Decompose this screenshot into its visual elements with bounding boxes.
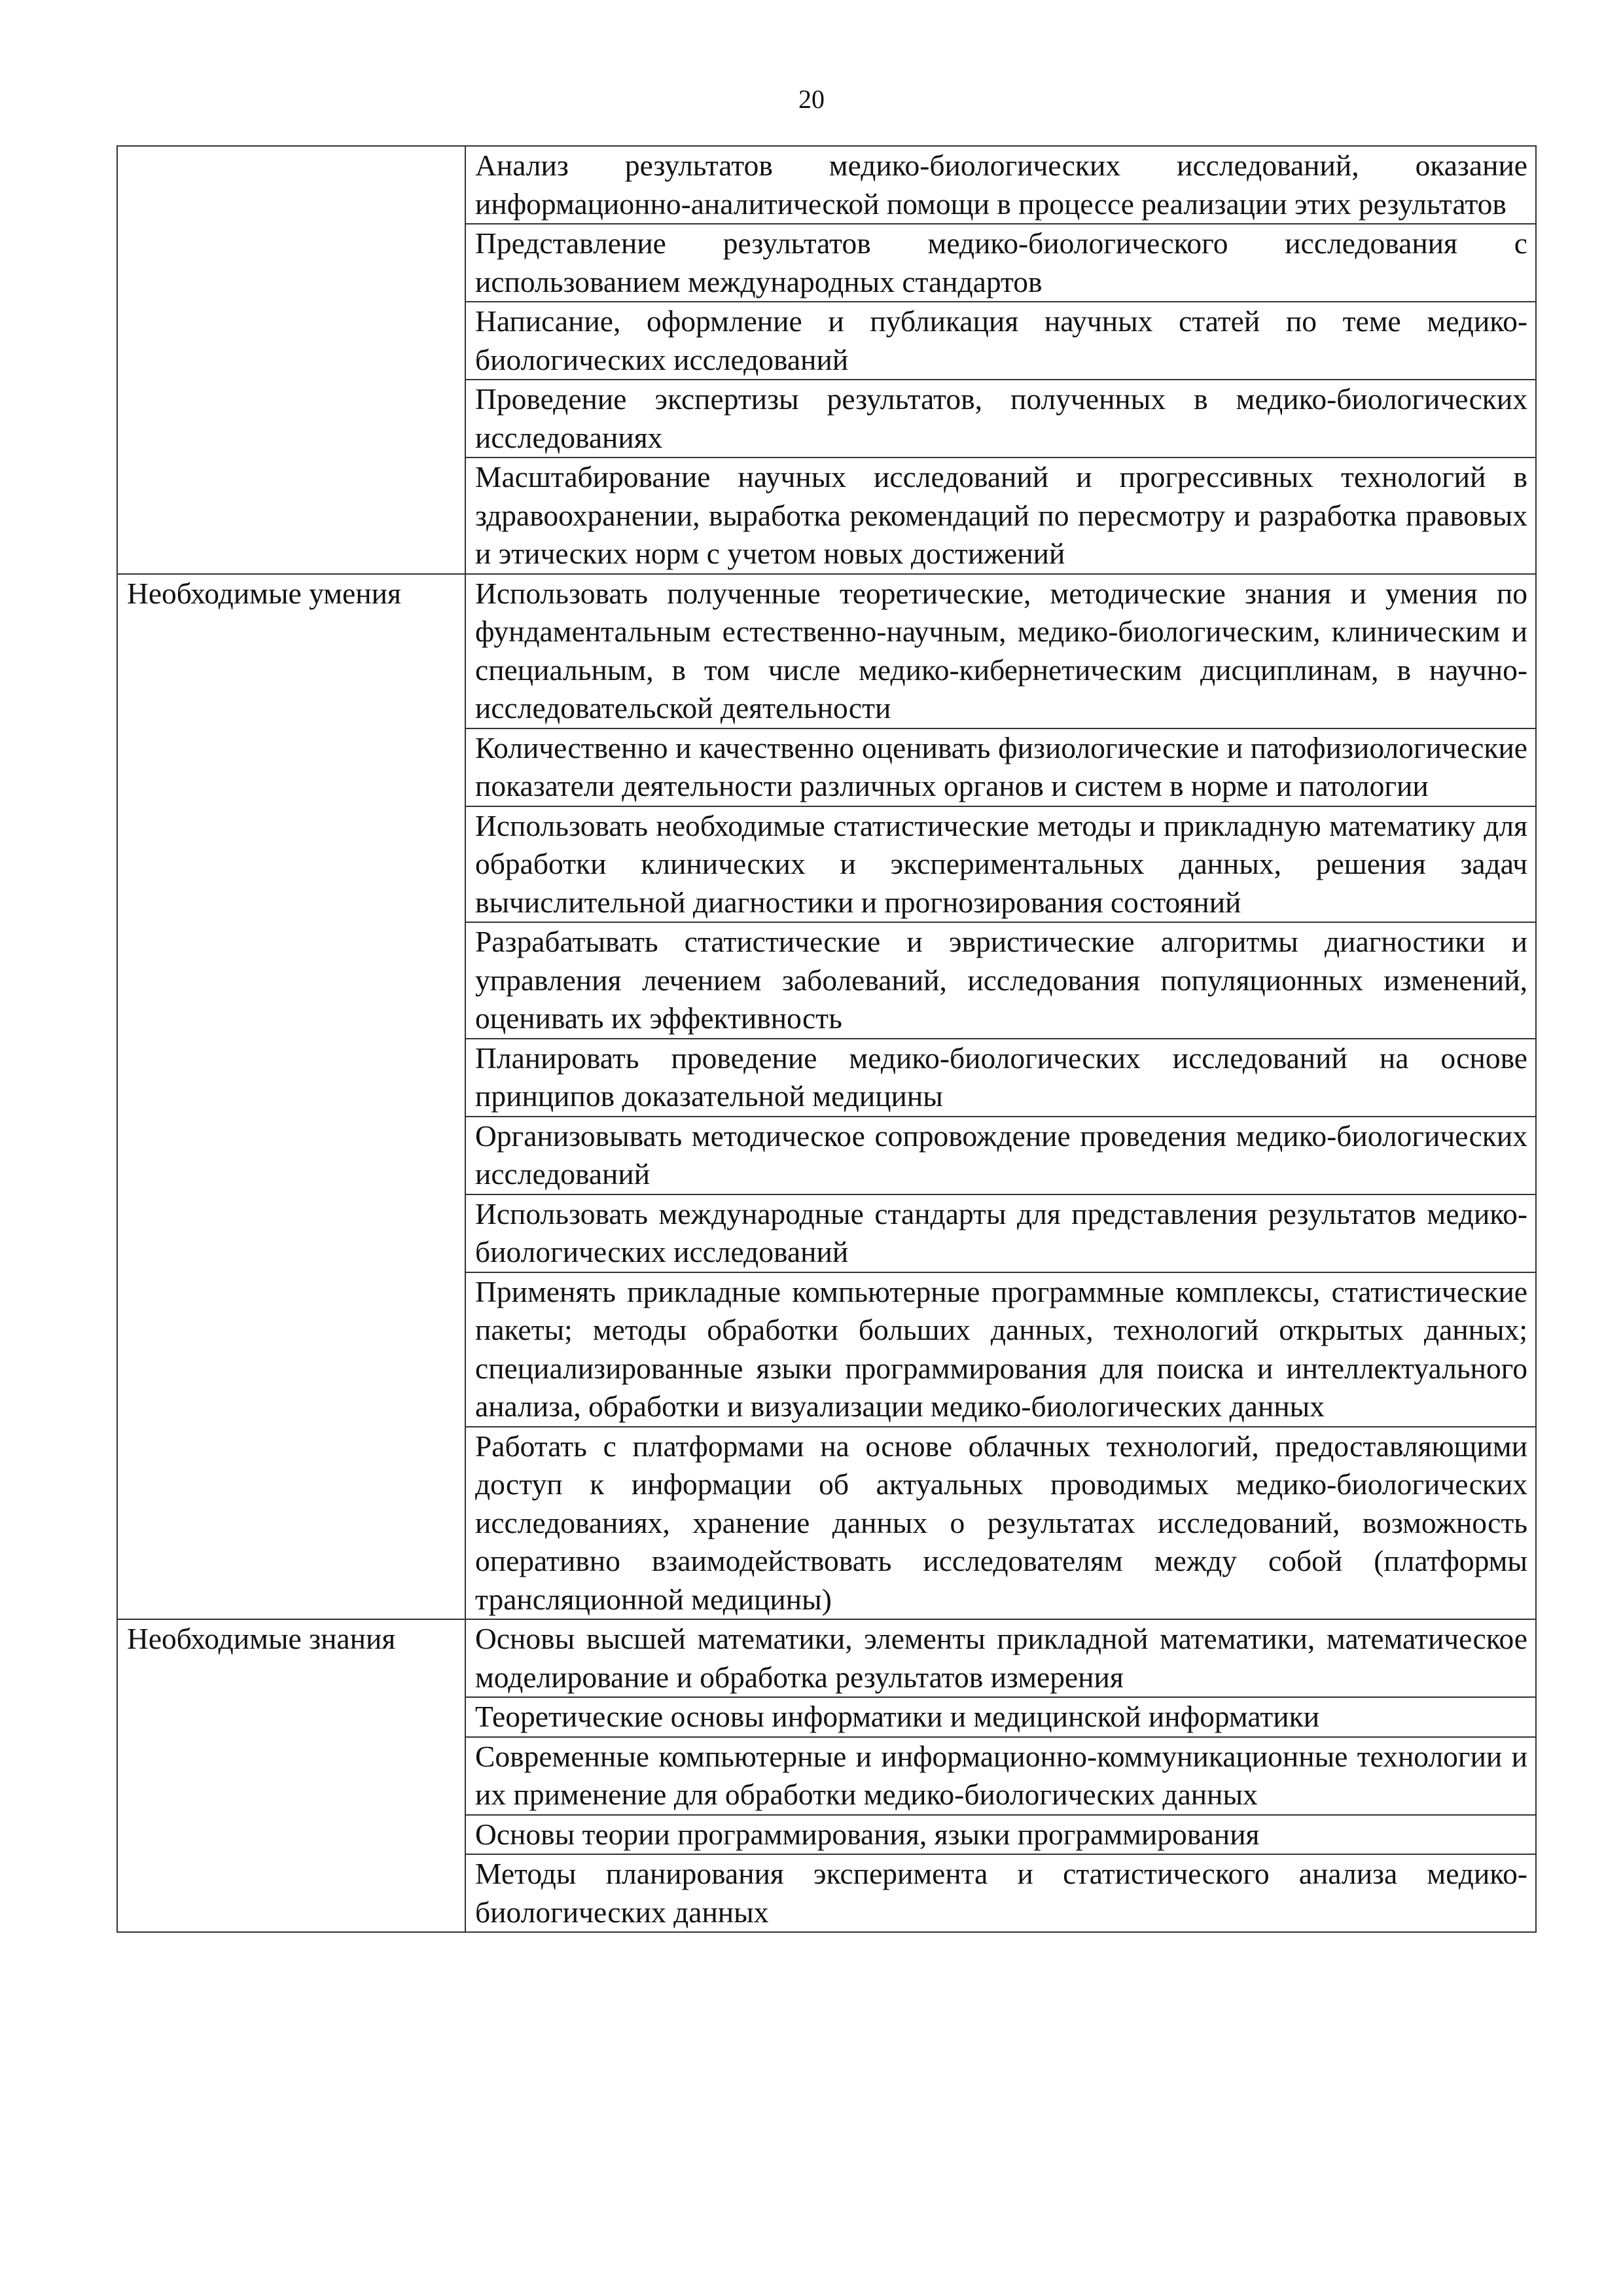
table-cell: Использовать международные стандарты для представления результатов медико-биологических исследований — [465, 1194, 1536, 1272]
section-label-empty — [117, 146, 465, 574]
table-cell: Проведение экспертизы результатов, полученных в медико-биологических исследованиях — [465, 380, 1536, 457]
table-cell: Планировать проведение медико-биологических исследований на основе принципов доказательной медицины — [465, 1039, 1536, 1117]
page-number: 20 — [798, 84, 825, 114]
table-cell: Теоретические основы информатики и медицинской информатики — [465, 1697, 1536, 1737]
requirements-table — [116, 145, 1537, 1933]
table-cell: Представление результатов медико-биологического исследования с использованием международных стандартов — [465, 224, 1536, 302]
table-cell: Основы теории программирования, языки программирования — [465, 1815, 1536, 1855]
table-cell: Разрабатывать статистические и эвристические алгоритмы диагностики и управления лечением заболеваний, исследования популяционных изменений, оценивать их эффективность — [465, 922, 1536, 1039]
table-cell: Применять прикладные компьютерные программные комплексы, статистические пакеты; методы обработки больших данных, технологий открытых данных; специализированные языки программирования для поиска и интеллектуального анализа, обработки и визуализации медико-биологических данных — [465, 1272, 1536, 1427]
table-row — [117, 574, 1536, 728]
table-cell: Основы высшей математики, элементы прикладной математики, математическое моделирование и обработка результатов измерения — [465, 1619, 1536, 1697]
table-cell: Работать с платформами на основе облачных технологий, предоставляющими доступ к информации об актуальных проводимых медико-биологических исследованиях, хранение данных о результатах исследований, возможность оперативно взаимодействовать исследователям между собой (платформы трансляционной медицины) — [465, 1427, 1536, 1620]
table-cell: Анализ результатов медико-биологических исследований, оказание информационно-аналитической помощи в процессе реализации этих результатов — [465, 146, 1536, 224]
table-cell: Написание, оформление и публикация научных статей по теме медико-биологических исследований — [465, 302, 1536, 380]
section-label-skills: Необходимые умения — [117, 574, 465, 1620]
section-label-knowledge: Необходимые знания — [117, 1619, 465, 1932]
table-cell: Современные компьютерные и информационно-коммуникационные технологии и их применение для обработки медико-биологических данных — [465, 1737, 1536, 1815]
table-cell: Организовывать методическое сопровождение проведения медико-биологических исследований — [465, 1117, 1536, 1194]
table-cell: Масштабирование научных исследований и прогрессивных технологий в здравоохранении, выработка рекомендаций по пересмотру и разработка правовых и этических норм с учетом новых достижений — [465, 457, 1536, 574]
table-row — [117, 146, 1536, 224]
table-cell: Использовать необходимые статистические методы и прикладную математику для обработки клинических и экспериментальных данных, решения задач вычислительной диагностики и прогнозирования состояний — [465, 806, 1536, 923]
table-cell: Количественно и качественно оценивать физиологические и патофизиологические показатели деятельности различных органов и систем в норме и патологии — [465, 728, 1536, 806]
table-cell: Методы планирования эксперимента и статистического анализа медико-биологических данных — [465, 1854, 1536, 1932]
table-cell: Использовать полученные теоретические, методические знания и умения по фундаментальным естественно-научным, медико-биологическим, клиническим и специальным, в том числе медико-кибернетическим дисциплинам, в научно-исследовательской деятельности — [465, 574, 1536, 728]
table-row — [117, 1619, 1536, 1697]
